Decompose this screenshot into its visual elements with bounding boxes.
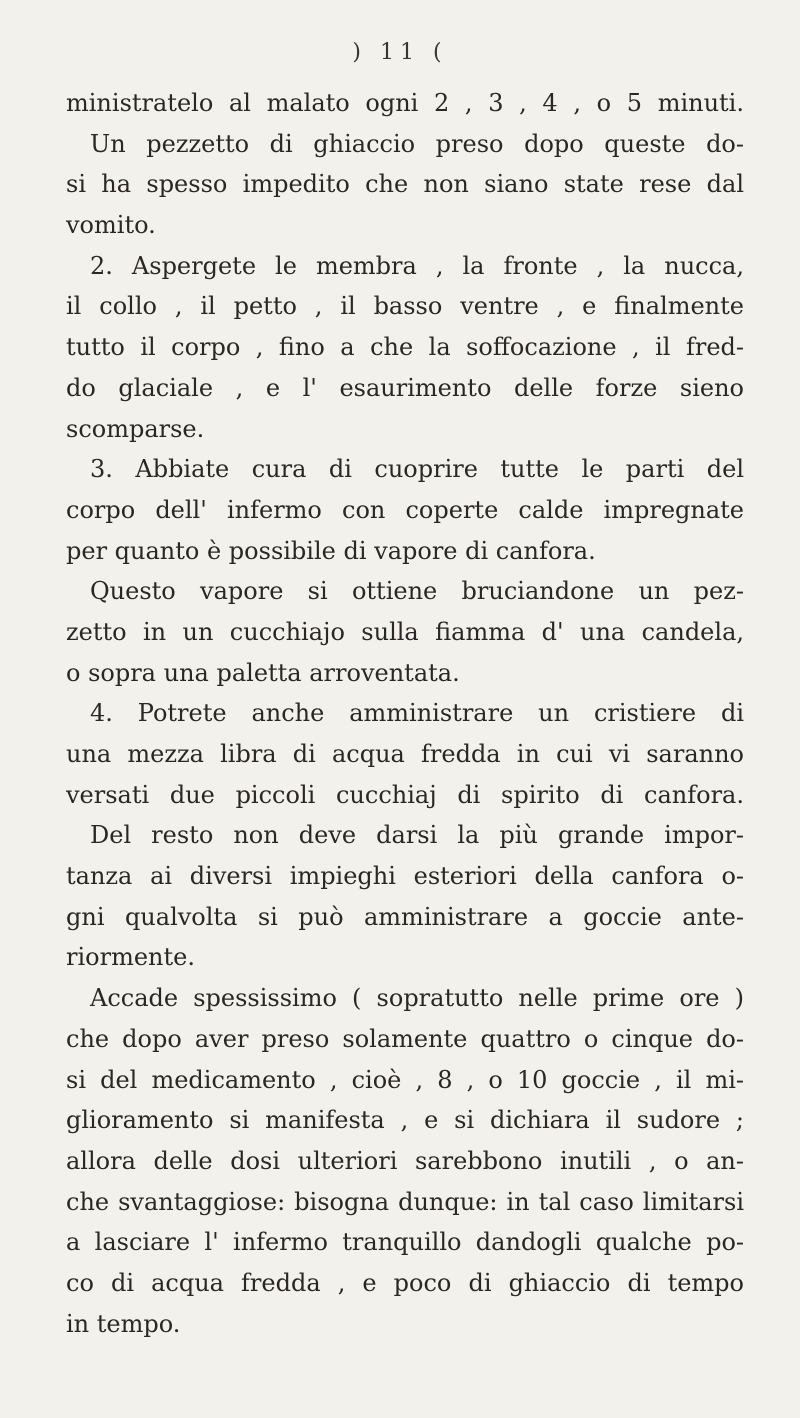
text-line: 4. Potrete anche amministrare un cristiere di	[90, 699, 744, 728]
text-line: che dopo aver preso solamente quattro o cinque do-	[66, 1024, 744, 1053]
text-line: o sopra una paletta arroventata.	[66, 658, 460, 687]
text-line: Un pezzetto di ghiaccio preso dopo queste do-	[90, 129, 744, 158]
text-line: tutto il corpo , fino a che la soffocazione , il fred-	[66, 333, 744, 362]
text-line: 2. Aspergete le membra , la fronte , la nucca,	[90, 251, 744, 280]
text-line: glioramento si manifesta , e si dichiara il sudore ;	[66, 1106, 744, 1135]
text-line: corpo dell' infermo con coperte calde impregnate	[66, 495, 744, 524]
body-text	[66, 83, 744, 1344]
text-line: a lasciare l' infermo tranquillo dandogli qualche po-	[66, 1228, 744, 1257]
text-line: zetto in un cucchiajo sulla fiamma d' una candela,	[66, 617, 744, 646]
text-line: tanza ai diversi impieghi esteriori della canfora o-	[66, 862, 744, 891]
text-line: riormente.	[66, 943, 195, 972]
text-line: scomparse.	[66, 414, 205, 443]
text-line: 3. Abbiate cura di cuoprire tutte le parti del	[90, 455, 744, 484]
text-line: versati due piccoli cucchiaj di spirito di canfora.	[66, 780, 744, 809]
text-line: ministratelo al malato ogni 2 , 3 , 4 , o 5 minuti.	[66, 89, 744, 117]
text-line: una mezza libra di acqua fredda in cui vi saranno	[66, 740, 744, 768]
text-line: Questo vapore si ottiene bruciandone un pez-	[90, 577, 744, 606]
text-line: per quanto è possibile di vapore di canfora.	[66, 536, 596, 565]
page-number: ) 11 (	[352, 40, 448, 65]
text-line: allora delle dosi ulteriori sarebbono inutili , o an-	[66, 1146, 744, 1175]
text-line: si del medicamento , cioè , 8 , o 10 goccie , il mi-	[66, 1065, 744, 1094]
text-line: Accade spessissimo ( sopratutto nelle prime ore )	[90, 984, 744, 1013]
text-line: in tempo.	[66, 1309, 181, 1338]
text-line: co di acqua fredda , e poco di ghiaccio di tempo	[66, 1268, 744, 1297]
text-line: do glaciale , e l' esaurimento delle forze sieno	[66, 373, 744, 402]
text-line: il collo , il petto , il basso ventre , e finalmente	[66, 292, 744, 321]
text-line: Del resto non deve darsi la più grande impor-	[90, 821, 744, 850]
text-line: che svantaggiose: bisogna dunque: in tal caso limitarsi	[66, 1187, 744, 1216]
text-line: si ha spesso impedito che non siano state rese dal	[66, 170, 744, 199]
text-line: gni qualvolta si può amministrare a goccie ante-	[66, 902, 744, 931]
text-line: vomito.	[66, 211, 156, 240]
